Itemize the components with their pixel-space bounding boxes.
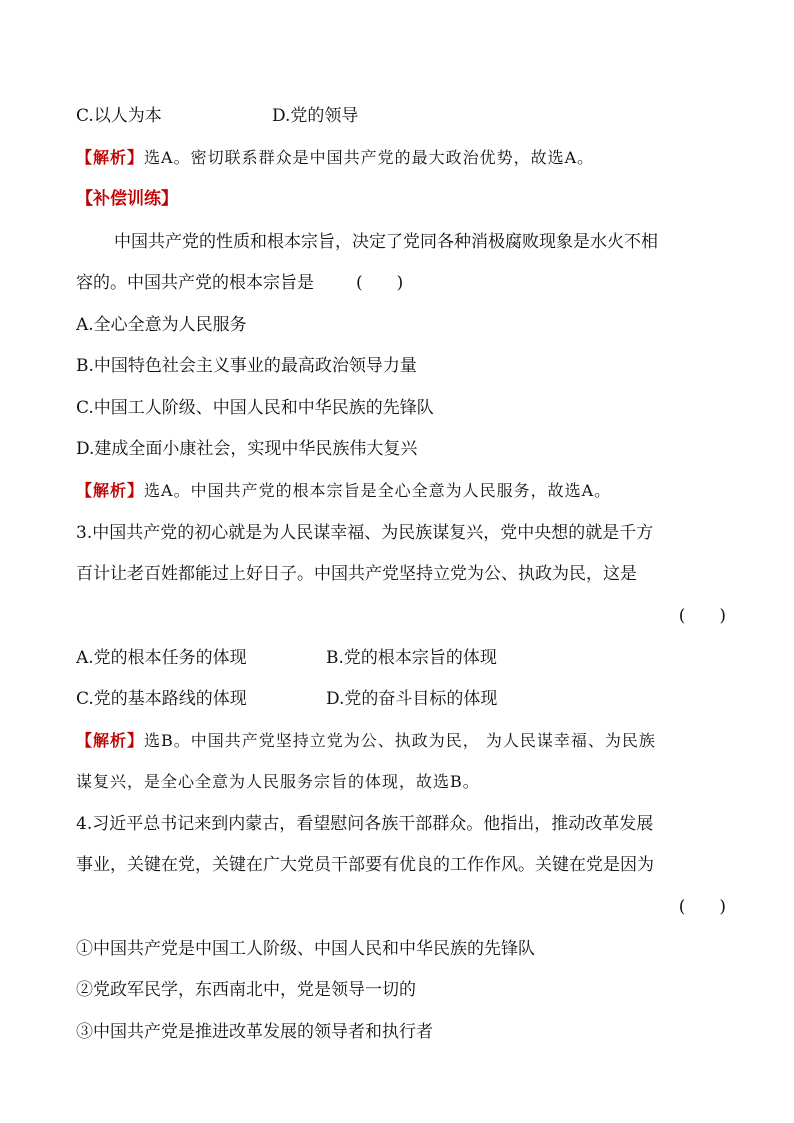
q4-item-2: ②党政军民学，东西南北中，党是领导一切的	[76, 980, 416, 1000]
analysis-label: 【解析】	[76, 481, 145, 500]
q4-item-1: ①中国共产党是中国工人阶级、中国人民和中华民族的先锋队	[76, 939, 535, 959]
supplement-option-c: C.中国工人阶级、中国人民和中华民族的先锋队	[76, 398, 434, 418]
supplement-stem-line2	[76, 270, 726, 296]
prev-option-row	[76, 103, 726, 129]
analysis-text: 选B。中国共产党坚持立党为公、执政为民， 为人民谋幸福、为民族	[144, 731, 656, 750]
supplement-option-d: D.建成全面小康社会，实现中华民族伟大复兴	[76, 439, 418, 459]
prev-option-d: D.党的领导	[272, 106, 359, 126]
analysis-text: 选A。中国共产党的根本宗旨是全心全意为人民服务，故选A。	[144, 481, 612, 500]
supplement-stem-line1: 中国共产党的性质和根本宗旨，决定了党同各种消极腐败现象是水火不相	[114, 232, 658, 252]
q3-answer-paren: ( )	[678, 606, 726, 626]
q4-answer-paren: ( )	[678, 897, 726, 917]
q3-analysis-line1	[76, 728, 726, 754]
supplement-option-b: B.中国特色社会主义事业的最高政治领导力量	[76, 356, 417, 376]
supplement-heading	[76, 186, 726, 212]
q3-option-c: C.党的基本路线的体现	[76, 689, 247, 709]
q3-stem-line1: 3.中国共产党的初心就是为人民谋幸福、为民族谋复兴，党中央想的就是千方	[76, 523, 654, 543]
q4-stem-line1: 4.习近平总书记来到内蒙古，看望慰问各族干部群众。他指出，推动改革发展	[76, 814, 654, 834]
q4-item-3: ③中国共产党是推进改革发展的领导者和执行者	[76, 1022, 433, 1042]
q3-stem-line2: 百计让老百姓都能过上好日子。中国共产党坚持立党为公、执政为民，这是	[76, 564, 637, 584]
analysis-label: 【解析】	[76, 731, 145, 750]
answer-paren: ( )	[356, 273, 404, 293]
prev-option-c: C.以人为本	[76, 106, 162, 126]
q3-option-d: D.党的奋斗目标的体现	[326, 689, 498, 709]
q3-analysis-line2: 谋复兴，是全心全意为人民服务宗旨的体现，故选B。	[76, 772, 480, 791]
q3-option-row-1	[76, 645, 726, 671]
q3-option-a: A.党的根本任务的体现	[76, 648, 247, 668]
q3-option-b: B.党的根本宗旨的体现	[326, 648, 497, 668]
analysis-label: 【解析】	[76, 148, 145, 167]
supplement-option-a: A.全心全意为人民服务	[76, 315, 247, 335]
analysis-text: 选A。密切联系群众是中国共产党的最大政治优势，故选A。	[144, 148, 595, 167]
supplement-analysis	[76, 478, 726, 504]
q3-option-row-2	[76, 686, 726, 712]
prev-analysis	[76, 145, 726, 171]
q4-stem-line2: 事业，关键在党，关键在广大党员干部要有优良的工作作风。关键在党是因为	[76, 855, 654, 875]
supplement-heading-label: 【补偿训练】	[76, 189, 178, 209]
supplement-stem-text: 容的。中国共产党的根本宗旨是	[76, 273, 314, 293]
